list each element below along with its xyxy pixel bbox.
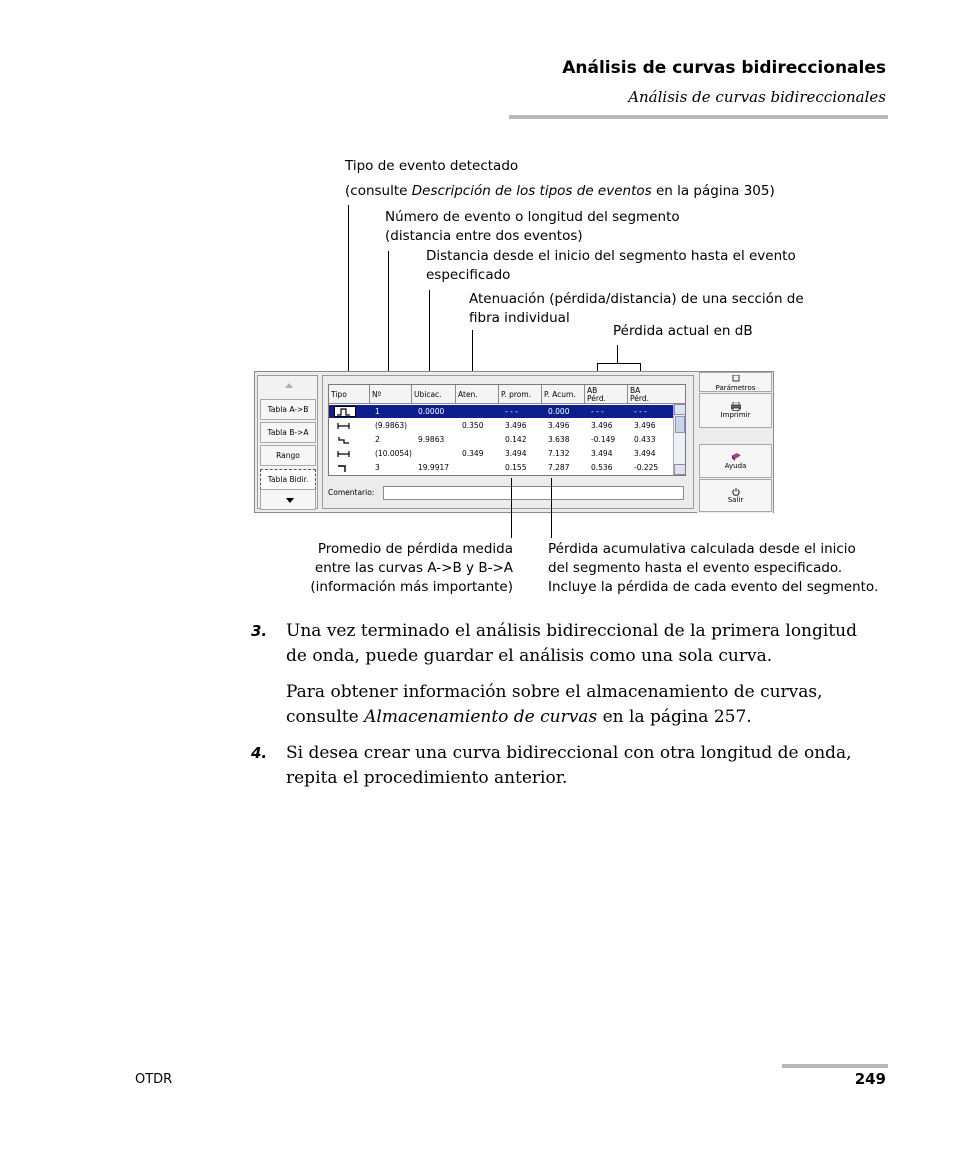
- print-label: Imprimir: [720, 411, 751, 419]
- right-button-panel: [697, 372, 773, 513]
- event-table: [328, 384, 686, 476]
- table-cell: (10.0054): [375, 449, 412, 458]
- help-button[interactable]: [699, 444, 772, 478]
- col-header-location[interactable]: Ubicac.: [412, 385, 456, 404]
- non-reflective-event-icon: [337, 436, 351, 444]
- fiber-section-icon: [337, 450, 351, 458]
- end-event-icon: [337, 464, 351, 472]
- chapter-title: Análisis de curvas bidireccionales: [562, 58, 886, 78]
- tab-table-ab[interactable]: Tabla A->B: [260, 399, 316, 420]
- section-subtitle: Análisis de curvas bidireccionales: [628, 88, 886, 106]
- col-header-cum-loss[interactable]: P. Acum.: [542, 385, 585, 404]
- print-button[interactable]: [699, 393, 772, 428]
- printer-icon: [731, 402, 741, 411]
- step-text: Una vez terminado el análisis bidireccional de la primera longitud de onda, puede guardar el análisis como una sola curva.: [286, 621, 857, 666]
- table-cell: 3.496: [548, 421, 570, 430]
- event-table-panel: [322, 375, 694, 509]
- table-cell: 2: [375, 435, 380, 444]
- table-cell: - - -: [505, 407, 518, 416]
- table-scrollbar[interactable]: [673, 404, 686, 476]
- table-cell: 1: [375, 407, 380, 416]
- table-cell: 3.496: [634, 421, 656, 430]
- leader-line-cum-loss: [551, 478, 552, 538]
- comment-label: Comentario:: [328, 488, 375, 497]
- table-cell: - - -: [634, 407, 647, 416]
- parameters-button[interactable]: [699, 372, 772, 392]
- exit-button[interactable]: [699, 479, 772, 512]
- exit-label: Salir: [727, 496, 744, 504]
- table-cell: 3: [375, 463, 380, 472]
- arrow-up-icon: [285, 383, 293, 388]
- col-header-avg-loss[interactable]: P. prom.: [499, 385, 542, 404]
- step-number: 4.: [251, 744, 268, 762]
- table-cell: 0.350: [462, 421, 484, 430]
- help-book-icon: [731, 453, 741, 462]
- parameters-label: Parámetros: [715, 384, 756, 392]
- leader-line-location: [429, 290, 430, 380]
- table-cell: 19.9917: [418, 463, 450, 472]
- table-row[interactable]: [329, 405, 674, 418]
- fiber-section-icon: [337, 422, 351, 430]
- leader-line-type: [348, 205, 349, 380]
- arrow-down-icon: [286, 498, 294, 503]
- attenuation-label: Atenuación (pérdida/distancia) de una sección de fibra individual: [469, 291, 804, 326]
- table-cell: 7.132: [548, 449, 570, 458]
- table-cell: 3.638: [548, 435, 570, 444]
- col-header-type[interactable]: Tipo: [329, 385, 370, 404]
- table-cell: 0.349: [462, 449, 484, 458]
- cum-loss-label: Pérdida acumulativa calculada desde el inicio del segmento hasta el evento especificado. Incluye la pérdida de cada evento del segmento.: [548, 541, 879, 595]
- col-header-ab-loss[interactable]: AB Pérd.: [585, 385, 628, 404]
- table-cell: 9.9863: [418, 435, 445, 444]
- footer-product: OTDR: [135, 1072, 173, 1087]
- table-cell: 0.155: [505, 463, 527, 472]
- parameters-icon: [731, 375, 741, 384]
- power-icon: [731, 487, 741, 496]
- reflective-event-icon: [337, 408, 351, 416]
- table-cell: 7.287: [548, 463, 570, 472]
- table-cell: - - -: [591, 407, 604, 416]
- table-row[interactable]: [329, 461, 674, 474]
- step-text: Si desea crear una curva bidireccional con otra longitud de onda, repita el procedimiento anterior.: [286, 743, 852, 788]
- avg-loss-label: Promedio de pérdida medida entre las curvas A->B y B->A (información más importante): [310, 541, 513, 595]
- event-number-label: Número de evento o longitud del segmento (distancia entre dos eventos): [385, 209, 680, 244]
- leader-bracket: [597, 363, 641, 364]
- col-header-number[interactable]: Nº: [370, 385, 412, 404]
- help-label: Ayuda: [724, 462, 747, 470]
- distance-label: Distancia desde el inicio del segmento hasta el evento especificado: [426, 248, 796, 283]
- scroll-down-button[interactable]: [260, 489, 316, 510]
- step-number: 3.: [251, 622, 268, 640]
- table-row[interactable]: [329, 447, 674, 460]
- table-cell: -0.149: [591, 435, 616, 444]
- leader-line-avg-loss: [511, 478, 512, 538]
- storage-note: Para obtener información sobre el almacenamiento de curvas, consulte Almacenamiento de curvas en la página 257.: [286, 682, 823, 727]
- leader-line-actual-loss: [617, 345, 618, 363]
- tab-table-ba[interactable]: Tabla B->A: [260, 422, 316, 443]
- table-cell: 0.0000: [418, 407, 445, 416]
- actual-loss-label: Pérdida actual en dB: [613, 323, 753, 339]
- table-cell: 3.496: [591, 421, 613, 430]
- table-cell: (9.9863): [375, 421, 408, 430]
- event-type-reference: (consulte Descripción de los tipos de eventos en la página 305): [345, 183, 775, 199]
- left-navigation-panel: [257, 375, 318, 509]
- scrollbar-up-button[interactable]: [674, 404, 686, 415]
- header-rule: [509, 115, 888, 119]
- scrollbar-thumb[interactable]: [675, 416, 685, 433]
- col-header-ba-loss[interactable]: BA Pérd.: [628, 385, 686, 404]
- table-cell: 3.494: [591, 449, 613, 458]
- table-cell: 3.494: [505, 449, 527, 458]
- tab-table-bidir[interactable]: Tabla Bidir.: [260, 469, 316, 490]
- comment-input[interactable]: [383, 486, 684, 500]
- table-cell: -0.225: [634, 463, 659, 472]
- tab-range[interactable]: Rango: [260, 445, 316, 466]
- table-cell: 3.494: [634, 449, 656, 458]
- table-row[interactable]: [329, 433, 674, 446]
- page-number: 249: [854, 1070, 886, 1088]
- col-header-attenuation[interactable]: Aten.: [456, 385, 499, 404]
- scroll-up-button[interactable]: [260, 377, 316, 399]
- bidirectional-table-screenshot: [254, 371, 774, 513]
- table-cell: 3.496: [505, 421, 527, 430]
- footer-rule: [782, 1064, 888, 1068]
- table-row[interactable]: [329, 419, 674, 432]
- leader-line-number: [388, 251, 389, 380]
- table-cell: 0.536: [591, 463, 613, 472]
- table-cell: 0.000: [548, 407, 570, 416]
- table-cell: 0.433: [634, 435, 656, 444]
- scrollbar-down-button[interactable]: [674, 464, 686, 475]
- event-type-label: Tipo de evento detectado: [345, 158, 519, 174]
- table-cell: 0.142: [505, 435, 527, 444]
